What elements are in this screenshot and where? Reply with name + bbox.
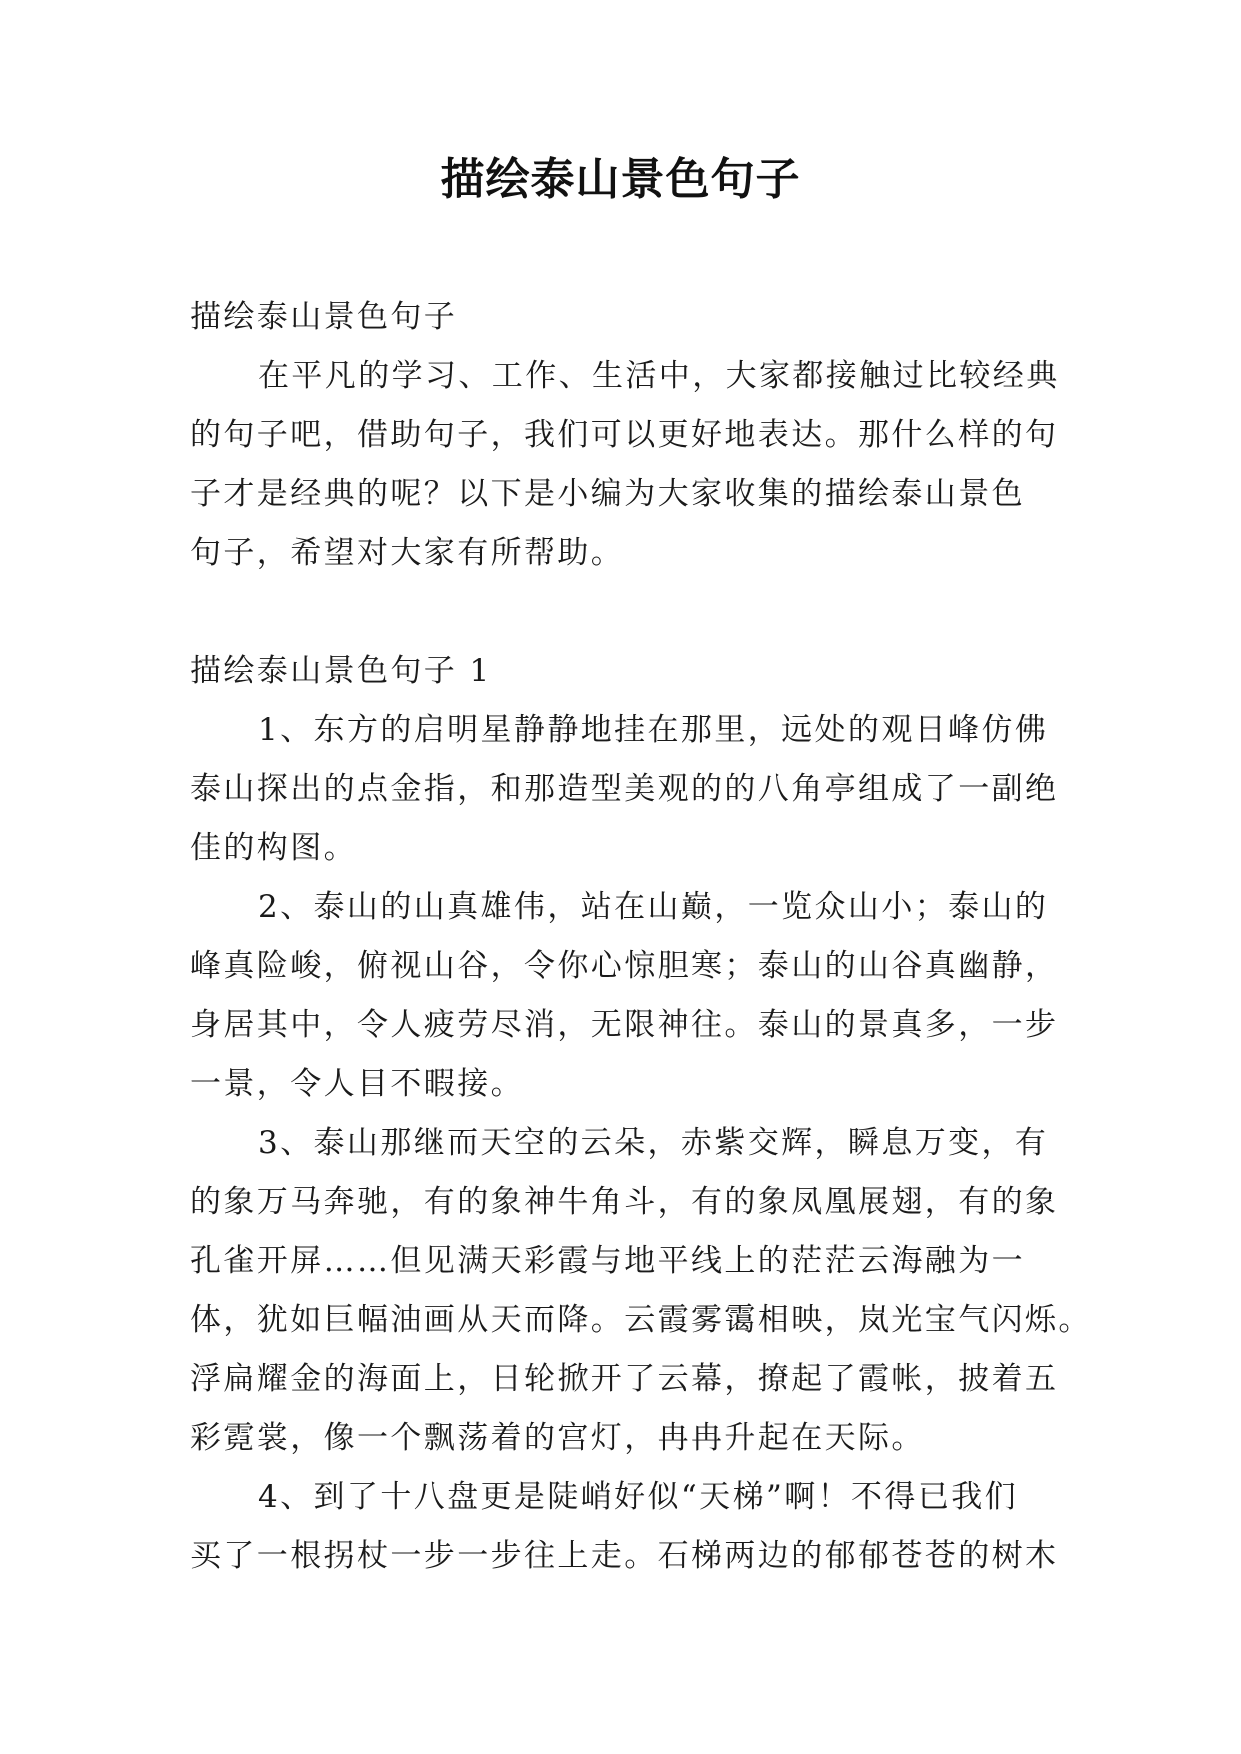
paragraph-line: 句子，希望对大家有所帮助。 (190, 535, 625, 571)
paragraph-line: 在平凡的学习、工作、生活中，大家都接触过比较经典 (258, 358, 1060, 394)
paragraph-line: 峰真险峻，俯视山谷，令你心惊胆寒；泰山的山谷真幽静， (190, 948, 1059, 984)
paragraph-line: 体，犹如巨幅油画从天而降。云霞雾霭相映，岚光宝气闪烁。 (190, 1302, 1092, 1338)
document-title: 描绘泰山景色句子 (440, 154, 801, 205)
item-paragraph-3 (190, 1114, 1092, 1468)
paragraph-line: 2、泰山的山真雄伟，站在山巅，一览众山小；泰山的 (258, 889, 1049, 925)
paragraph-line: 子才是经典的呢？以下是小编为大家收集的描绘泰山景色 (190, 476, 1025, 512)
paragraph-line: 4、到了十八盘更是陡峭好似“天梯”啊！不得已我们 (258, 1479, 1019, 1515)
document-body (190, 288, 1092, 1586)
paragraph-line: 孔雀开屏……但见满天彩霞与地平线上的茫茫云海融为一 (190, 1243, 1025, 1279)
paragraph-line: 1、东方的启明星静静地挂在那里，远处的观日峰仿佛 (258, 712, 1049, 748)
paragraph-line: 的象万马奔驰，有的象神牛角斗，有的象凤凰展翅，有的象 (190, 1184, 1059, 1220)
item-paragraph-2 (190, 878, 1070, 1114)
subtitle: 描绘泰山景色句子 (190, 299, 458, 335)
paragraph-line: 泰山探出的点金指，和那造型美观的的八角亭组成了一副绝 (190, 771, 1059, 807)
paragraph-line: 买了一根拐杖一步一步往上走。石梯两边的郁郁苍苍的树木 (190, 1538, 1059, 1574)
paragraph-line: 浮扁耀金的海面上，日轮掀开了云幕，撩起了霞帐，披着五 (190, 1361, 1059, 1397)
paragraph-line: 佳的构图。 (190, 830, 357, 866)
paragraph-line: 3、泰山那继而天空的云朵，赤紫交辉，瞬息万变，有 (258, 1125, 1049, 1161)
paragraph-spacer (190, 583, 1070, 642)
paragraph-line: 的句子吧，借助句子，我们可以更好地表达。那什么样的句 (190, 417, 1059, 453)
paragraph-line: 彩霓裳，像一个飘荡着的宫灯，冉冉升起在天际。 (190, 1420, 925, 1456)
paragraph-line: 身居其中，令人疲劳尽消，无限神往。泰山的景真多，一步 (190, 1007, 1059, 1043)
intro-paragraph (190, 347, 1070, 583)
section-heading: 描绘泰山景色句子 1 (190, 653, 492, 689)
item-paragraph-1 (190, 701, 1070, 878)
item-paragraph-4 (190, 1468, 1070, 1586)
paragraph-line: 一景，令人目不暇接。 (190, 1066, 524, 1102)
